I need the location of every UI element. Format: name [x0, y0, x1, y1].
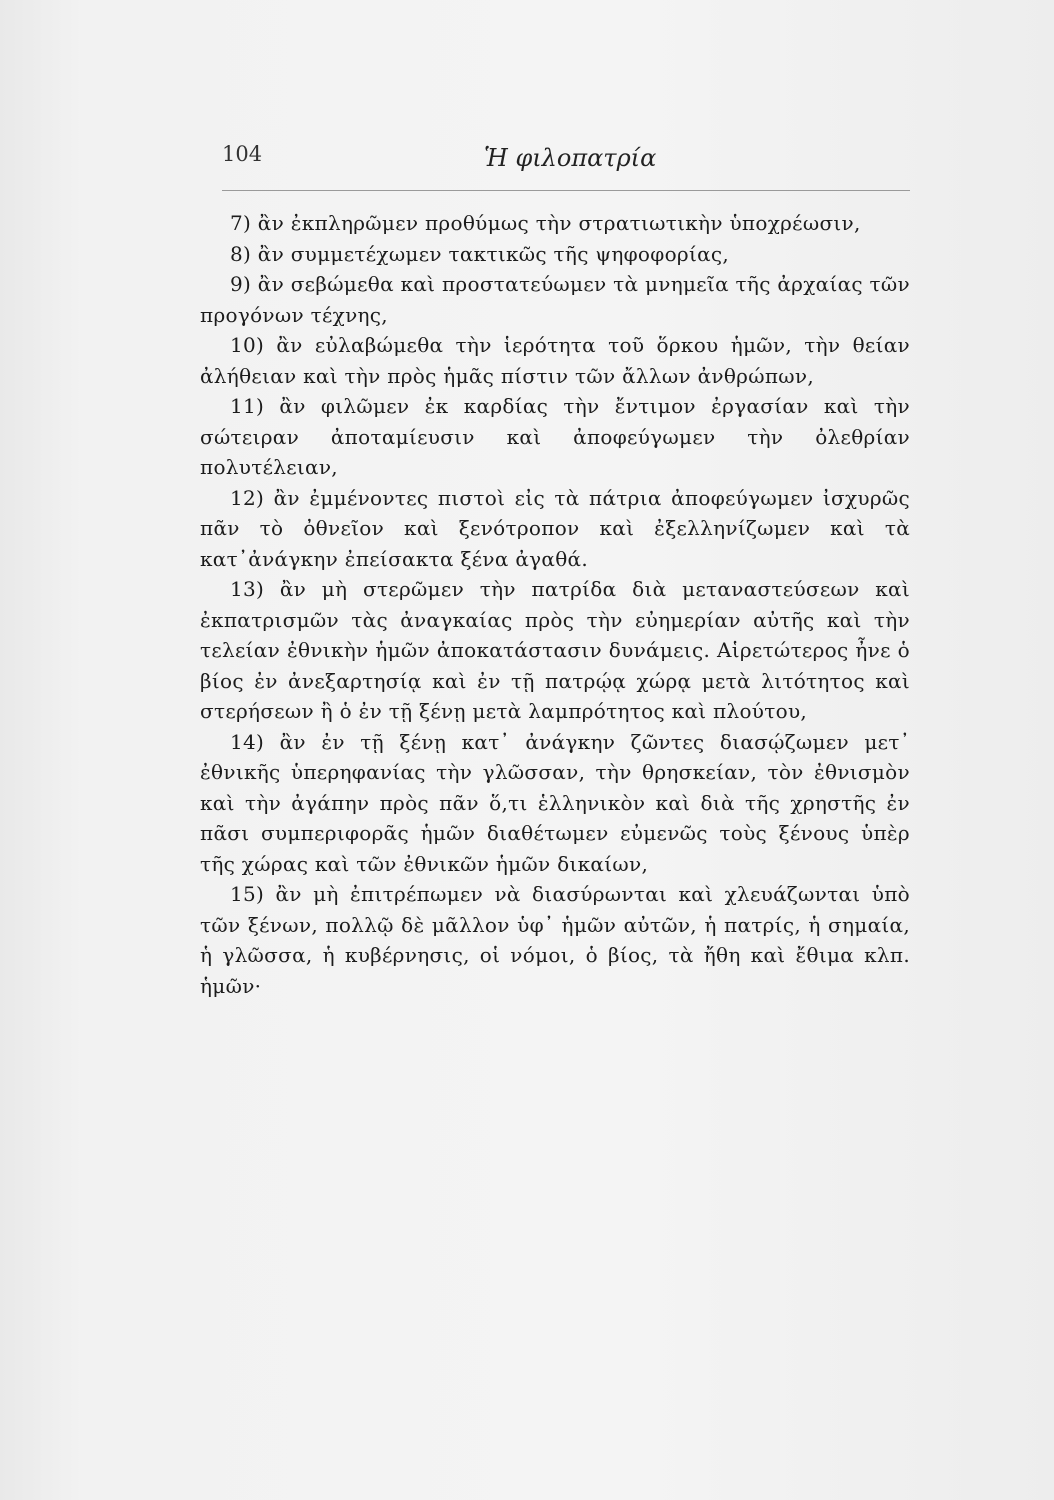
body-text	[200, 208, 910, 1001]
list-item: 8) ἂν συμμετέχωμεν τακτικῶς τῆς ψηφοφορίας,	[230, 241, 730, 266]
page-header	[222, 138, 910, 198]
page-number: 104	[222, 142, 263, 166]
list-item: 10) ἂν εὐλαβώμεθα τὴν ἱερότητα τοῦ ὅρκου ἡμῶν, τὴν θείαν ἀλήθειαν καὶ τὴν πρὸς ἡμᾶς πίστιν τῶν ἄλλων ἀνθρώπων,	[200, 333, 910, 388]
running-title: Ἡ φιλοπατρία	[484, 144, 657, 172]
list-item: 11) ἂν φιλῶμεν ἐκ καρδίας τὴν ἔντιμον ἐργασίαν καὶ τὴν σώτειραν ἀποταμίευσιν καὶ ἀποφεύγωμεν τὴν ὀλεθρίαν πολυτέλειαν,	[200, 394, 910, 479]
list-item: 14) ἂν ἐν τῇ ξένῃ κατ᾽ ἀνάγκην ζῶντες διασῴζωμεν μετ᾽ ἐθνικῆς ὑπερηφανίας τὴν γλῶσσαν, τὴν θρησκείαν, τὸν ἐθνισμὸν καὶ τὴν ἀγάπην πρὸς πᾶν ὅ,τι ἑλληνικὸν καὶ διὰ τῆς χρηστῆς ἐν πᾶσι συμπεριφορᾶς ἡμῶν διαθέτωμεν εὐμενῶς τοὺς ξένους ὑπὲρ τῆς χώρας καὶ τῶν ἐθνικῶν ἡμῶν δικαίων,	[200, 729, 910, 876]
list-item: 9) ἂν σεβώμεθα καὶ προστατεύωμεν τὰ μνημεῖα τῆς ἀρχαίας τῶν προγόνων τέχνης,	[200, 272, 910, 327]
list-item: 12) ἂν ἐμμένοντες πιστοὶ εἰς τὰ πάτρια ἀποφεύγωμεν ἰσχυρῶς πᾶν τὸ ὀθνεῖον καὶ ξενότροπον καὶ ἐξελληνίζωμεν καὶ τὰ κατ᾽ἀνάγκην ἐπείσακτα ξένα ἀγαθά.	[200, 485, 910, 571]
header-rule	[222, 190, 910, 191]
list-item: 7) ἂν ἐκπληρῶμεν προθύμως τὴν στρατιωτικὴν ὑποχρέωσιν,	[230, 211, 861, 235]
list-item: 13) ἂν μὴ στερῶμεν τὴν πατρίδα διὰ μεταναστεύσεων καὶ ἐκπατρισμῶν τὰς ἀναγκαίας πρὸς τὴν εὐημερίαν αὐτῆς καὶ τὴν τελείαν ἐθνικὴν ἡμῶν ἀποκατάστασιν δυνάμεις. Αἱρετώτερος ἦνε ὁ βίος ἐν ἀνεξαρτησίᾳ καὶ ἐν τῇ πατρῴᾳ χώρᾳ μετὰ λιτότητος καὶ στερήσεων ἢ ὁ ἐν τῇ ξένῃ μετὰ λαμπρότητος καὶ πλούτου,	[200, 577, 910, 723]
list-item: 15) ἂν μὴ ἐπιτρέπωμεν νὰ διασύρωνται καὶ χλευάζωνται ὑπὸ τῶν ξένων, πολλῷ δὲ μᾶλλον ὑφ᾽ ἡμῶν αὐτῶν, ἡ πατρίς, ἡ σημαία, ἡ γλῶσσα, ἡ κυβέρνησις, οἱ νόμοι, ὁ βίος, τὰ ἤθη καὶ ἔθιμα κλπ. ἡμῶν·	[200, 882, 910, 998]
